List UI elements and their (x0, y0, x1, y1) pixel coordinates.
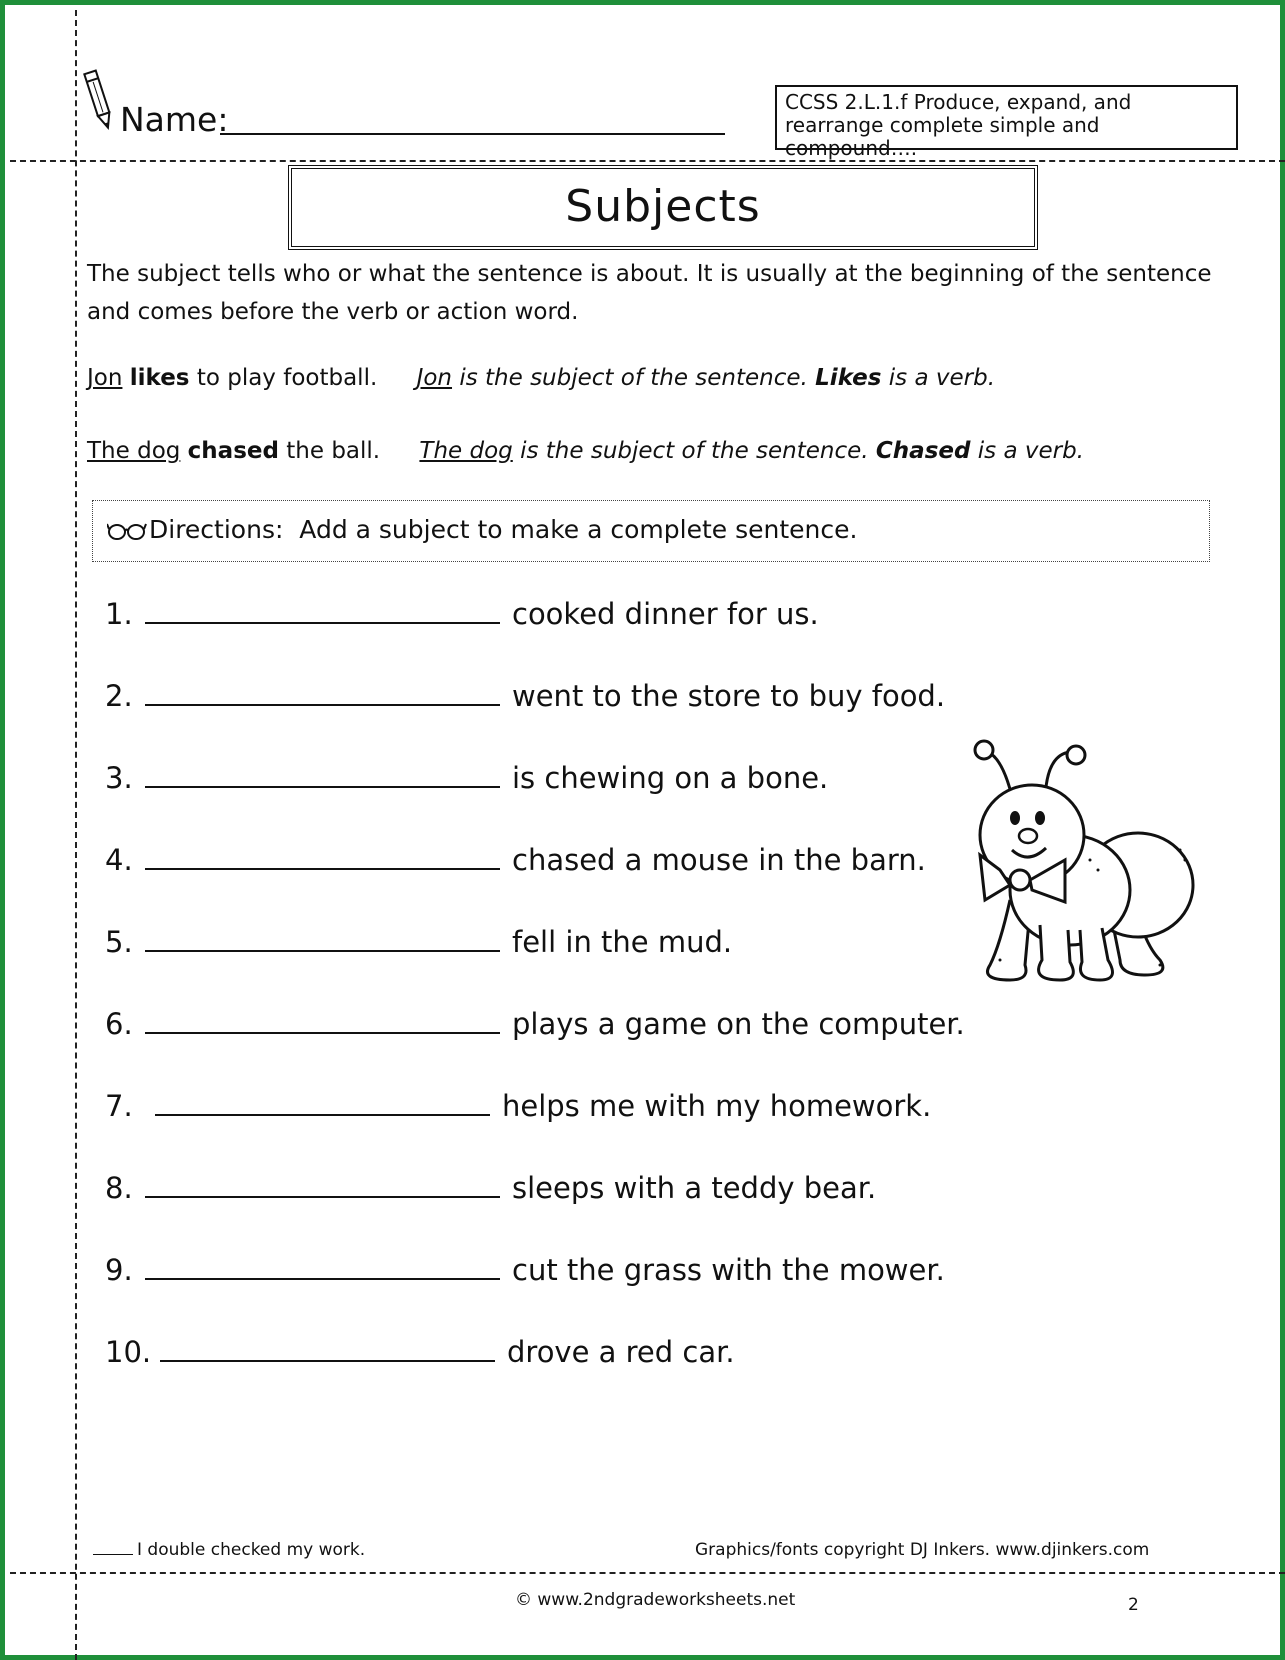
ant-illustration (970, 730, 1215, 985)
top-dashed-line (10, 160, 1285, 162)
answer-blank[interactable] (145, 930, 500, 952)
bottom-dashed-line (10, 1572, 1285, 1574)
example-sentence-1 (87, 365, 995, 391)
answer-blank[interactable] (155, 1094, 490, 1116)
page-title: Subjects (288, 165, 1038, 250)
note-end: is a verb. (977, 438, 1084, 464)
exercise-item (105, 1335, 735, 1369)
exercise-item (105, 1007, 965, 1041)
item-text: plays a game on the computer. (512, 1007, 965, 1041)
exercise-item (105, 597, 819, 631)
name-label: Name: (120, 100, 229, 139)
example-subject: The dog (87, 438, 181, 464)
answer-blank[interactable] (145, 1012, 500, 1034)
item-text: cooked dinner for us. (512, 597, 819, 631)
answer-blank[interactable] (145, 848, 500, 870)
exercise-item (105, 679, 945, 713)
answer-blank[interactable] (145, 766, 500, 788)
margin-dashed-line (75, 10, 77, 1660)
item-number: 9. (105, 1253, 133, 1287)
check-text: I double checked my work. (137, 1540, 366, 1560)
item-text: went to the store to buy food. (512, 679, 946, 713)
item-number: 6. (105, 1007, 133, 1041)
glasses-icon (107, 520, 147, 542)
exercise-item (105, 925, 732, 959)
name-input-line[interactable] (220, 133, 725, 135)
item-text: helps me with my homework. (502, 1089, 932, 1123)
item-number: 3. (105, 761, 133, 795)
note-end: is a verb. (888, 365, 995, 391)
item-text: drove a red car. (507, 1335, 735, 1369)
answer-blank[interactable] (145, 1176, 500, 1198)
item-text: fell in the mud. (512, 925, 733, 959)
item-number: 5. (105, 925, 133, 959)
example-rest: to play football. (196, 365, 378, 391)
site-text: © www.2ndgradeworksheets.net (515, 1590, 796, 1610)
exercise-item (105, 1253, 945, 1287)
example-note (419, 438, 1084, 464)
credits-text: Graphics/fonts copyright DJ Inkers. www.djinkers.com (695, 1540, 1150, 1560)
exercise-item (105, 1171, 876, 1205)
self-check (93, 1540, 365, 1560)
example-verb: likes (129, 365, 190, 391)
item-text: chased a mouse in the barn. (512, 843, 926, 877)
note-middle: is the subject of the sentence. (459, 365, 808, 391)
answer-blank[interactable] (160, 1340, 495, 1362)
note-middle: is the subject of the sentence. (520, 438, 869, 464)
answer-blank[interactable] (145, 1258, 500, 1280)
intro-paragraph: The subject tells who or what the sentence is about. It is usually at the beginning of the sentence and comes before the verb or action word. (87, 261, 1212, 325)
directions-text: Add a subject to make a complete sentence. (299, 515, 858, 544)
item-number: 10. (105, 1335, 152, 1369)
answer-blank[interactable] (145, 684, 500, 706)
answer-blank[interactable] (145, 602, 500, 624)
item-number: 2. (105, 679, 133, 713)
exercise-item (105, 761, 828, 795)
example-subject: Jon (87, 365, 123, 391)
item-text: is chewing on a bone. (512, 761, 829, 795)
standard-box: CCSS 2.L.1.f Produce, expand, and rearrange complete simple and compound…. (775, 85, 1238, 150)
example-verb: chased (187, 438, 279, 464)
example-rest: the ball. (286, 438, 381, 464)
item-text: sleeps with a teddy bear. (512, 1171, 877, 1205)
item-text: cut the grass with the mower. (512, 1253, 945, 1287)
exercise-item (105, 1089, 931, 1123)
directions-box (92, 500, 1210, 562)
directions-label: Directions: (149, 515, 284, 544)
note-subject: The dog (419, 438, 513, 464)
pencil-icon (83, 67, 115, 133)
page-number: 2 (1128, 1595, 1139, 1615)
item-number: 4. (105, 843, 133, 877)
item-number: 8. (105, 1171, 133, 1205)
exercise-item (105, 843, 926, 877)
note-verb: Chased (875, 438, 971, 464)
example-sentence-2 (87, 438, 1084, 464)
item-number: 7. (105, 1089, 133, 1123)
check-blank[interactable] (93, 1554, 133, 1555)
example-note (417, 365, 995, 391)
note-verb: Likes (815, 365, 882, 391)
item-number: 1. (105, 597, 133, 631)
note-subject: Jon (416, 365, 453, 391)
